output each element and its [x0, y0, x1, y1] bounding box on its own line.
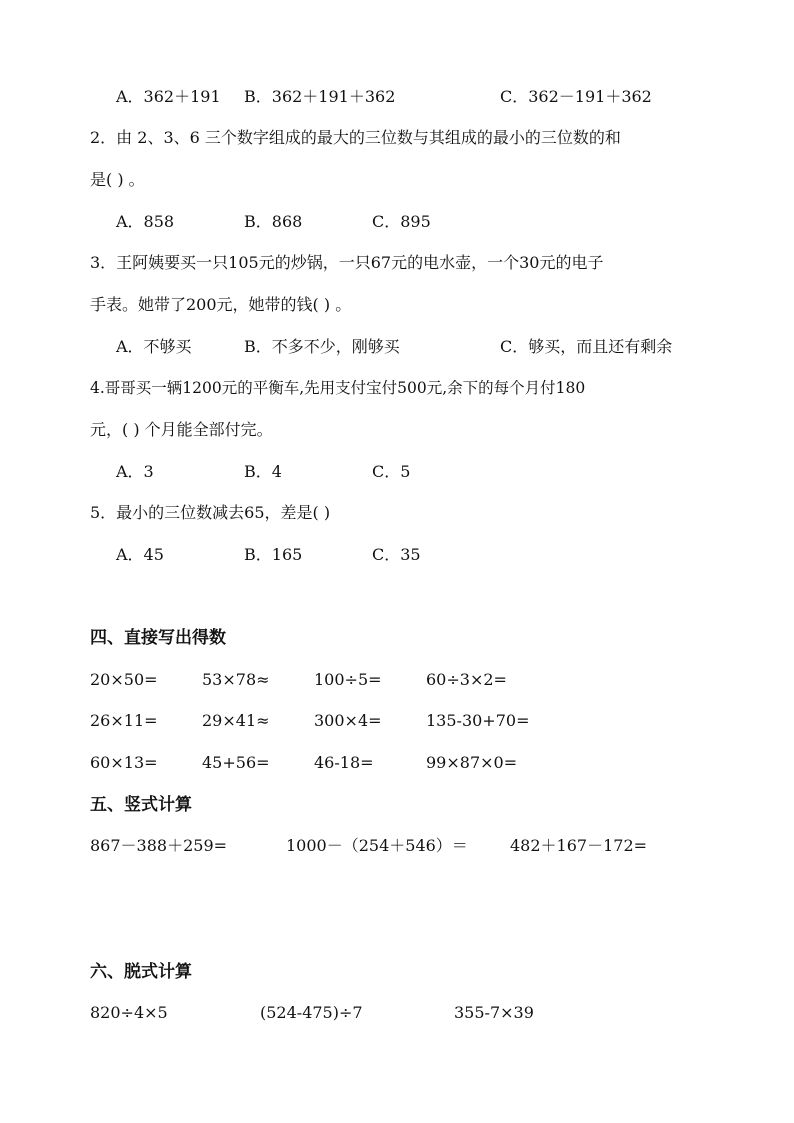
- oral-calc-r3c1: 60×13=: [90, 753, 158, 772]
- q3-option-b: B．不多不少，刚够买: [244, 337, 400, 356]
- q5-text-line1: 5．最小的三位数减去65，差是( ): [90, 503, 331, 522]
- vertical-calc-2: 1000－（254＋546）＝: [286, 836, 468, 855]
- oral-calc-r1c4: 60÷3×2=: [426, 670, 507, 689]
- q5-option-c: C．35: [372, 545, 421, 564]
- q4-option-b: B．4: [244, 462, 282, 481]
- section5-title: 五、竖式计算: [90, 795, 192, 815]
- q1-option-a: A．362＋191: [116, 87, 221, 106]
- q2-option-b: B．868: [244, 212, 303, 231]
- q4-option-c: C．5: [372, 462, 411, 481]
- q3-text-line1: 3．王阿姨要买一只105元的炒锅，一只67元的电水壶，一个30元的电子: [90, 253, 604, 272]
- q4-option-a: A．3: [116, 462, 154, 481]
- q1-option-c: C．362－191＋362: [500, 87, 652, 106]
- oral-calc-r2c1: 26×11=: [90, 711, 158, 730]
- q2-text-line1: 2．由 2、3、6 三个数字组成的最大的三位数与其组成的最小的三位数的和: [90, 128, 621, 147]
- q3-option-c: C．够买，而且还有剩余: [500, 337, 673, 356]
- q2-option-c: C．895: [372, 212, 431, 231]
- oral-calc-r3c3: 46-18=: [314, 753, 374, 772]
- q4-text-line1: 4.哥哥买一辆1200元的平衡车,先用支付宝付500元,余下的每个月付180: [90, 379, 586, 397]
- q3-text-line2: 手表。她带了200元，她带的钱( ) 。: [90, 295, 352, 314]
- oral-calc-r3c2: 45+56=: [202, 753, 270, 772]
- vertical-calc-3: 482＋167－172=: [510, 836, 648, 855]
- q5-option-b: B．165: [244, 545, 303, 564]
- stepwise-calc-2: (524-475)÷7: [260, 1003, 363, 1022]
- section6-title: 六、脱式计算: [90, 962, 192, 982]
- stepwise-calc-1: 820÷4×5: [90, 1003, 168, 1022]
- oral-calc-r2c2: 29×41≈: [202, 711, 270, 730]
- oral-calc-r1c1: 20×50=: [90, 670, 158, 689]
- vertical-calc-1: 867－388＋259=: [90, 836, 228, 855]
- oral-calc-r1c3: 100÷5=: [314, 670, 382, 689]
- q2-option-a: A．858: [116, 212, 175, 231]
- oral-calc-r1c2: 53×78≈: [202, 670, 270, 689]
- stepwise-calc-3: 355-7×39: [454, 1003, 534, 1022]
- q3-option-a: A．不够买: [116, 337, 192, 356]
- q4-text-line2: 元，( ) 个月能全部付完。: [90, 420, 273, 439]
- oral-calc-r3c4: 99×87×0=: [426, 753, 518, 772]
- oral-calc-r2c3: 300×4=: [314, 711, 382, 730]
- q5-option-a: A．45: [116, 545, 164, 564]
- oral-calc-r2c4: 135-30+70=: [426, 711, 530, 730]
- q2-text-line2: 是( ) 。: [90, 170, 145, 189]
- section4-title: 四、直接写出得数: [90, 628, 226, 648]
- q1-option-b: B．362＋191＋362: [244, 87, 396, 106]
